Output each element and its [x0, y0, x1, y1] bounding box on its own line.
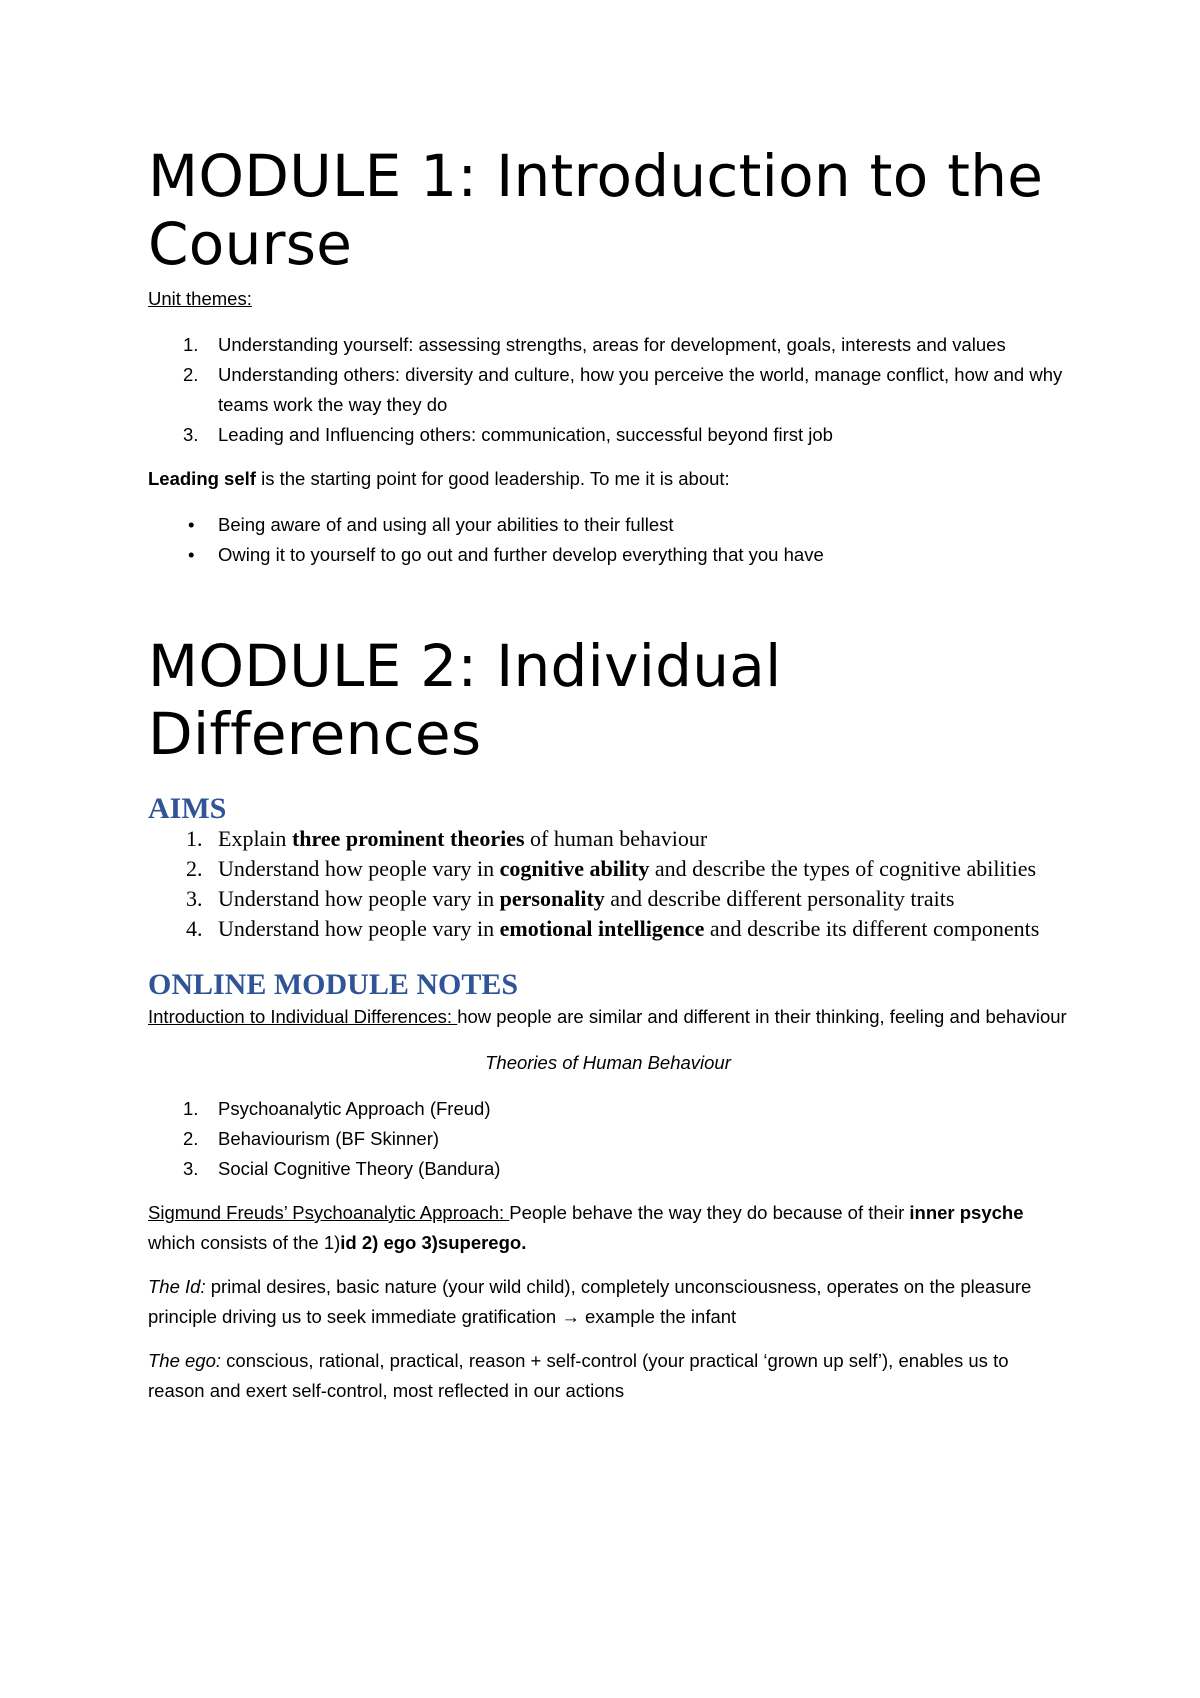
- module-2-title-line-1: MODULE 2: Individual: [148, 632, 782, 700]
- module-2-title-line-2: Differences: [148, 700, 482, 768]
- list-item: 3. Leading and Influencing others: communication, successful beyond first job: [183, 424, 833, 445]
- list-item: 3. Social Cognitive Theory (Bandura): [183, 1158, 501, 1179]
- list-item: 2. Behaviourism (BF Skinner): [183, 1128, 440, 1149]
- unit-themes-list: [148, 330, 1068, 450]
- list-item: 2. Understand how people vary in cognitive ability and describe the types of cognitive abilities: [186, 856, 1037, 881]
- module-2-title: [148, 632, 1068, 768]
- aims-heading: AIMS: [148, 792, 227, 825]
- list-item: 1. Understanding yourself: assessing strengths, areas for development, goals, interests and values: [183, 334, 1006, 355]
- list-item: • Owing it to yourself to go out and further develop everything that you have: [188, 544, 824, 565]
- list-item: 4. Understand how people vary in emotional intelligence and describe its different components: [186, 916, 1040, 941]
- id-paragraph: The Id: primal desires, basic nature (your wild child), completely unconsciousness, operates on the pleasure principle driving us to seek immediate gratification → example the infant: [148, 1276, 1032, 1327]
- online-module-notes-heading: ONLINE MODULE NOTES: [148, 968, 519, 1001]
- theories-list: [148, 1094, 1068, 1184]
- leading-self-bullets: [148, 510, 1068, 570]
- arrow-right-icon: →: [561, 1306, 580, 1327]
- ego-paragraph: The ego: conscious, rational, practical, reason + self-control (your practical ‘grown up self’), enables us to reason and exert self-control, most reflected in our actions: [148, 1350, 1009, 1401]
- list-item: 2. Understanding others: diversity and culture, how you perceive the world, manage conflict, how and why teams work the way they do: [183, 364, 1063, 415]
- theories-heading: Theories of Human Behaviour: [485, 1052, 731, 1073]
- list-item: 1. Psychoanalytic Approach (Freud): [183, 1098, 491, 1119]
- module-1-title-line-1: MODULE 1: Introduction to the: [148, 142, 1044, 210]
- document-content: [148, 142, 1068, 1406]
- leading-self-paragraph: Leading self is the starting point for good leadership. To me it is about:: [148, 468, 730, 489]
- module-1-title-line-2: Course: [148, 210, 353, 278]
- unit-themes-label: Unit themes:: [148, 288, 252, 309]
- list-item: 1. Explain three prominent theories of human behaviour: [186, 826, 708, 851]
- intro-individual-differences: Introduction to Individual Differences: how people are similar and different in their thinking, feeling and behaviour: [148, 1006, 1067, 1027]
- list-item: 3. Understand how people vary in personality and describe different personality traits: [186, 886, 955, 911]
- list-item: • Being aware of and using all your abilities to their fullest: [188, 514, 674, 535]
- aims-list: [148, 824, 1068, 944]
- module-1-title: [148, 142, 1068, 278]
- freud-paragraph: Sigmund Freuds’ Psychoanalytic Approach: People behave the way they do because of their inner psyche which consists of the 1)id 2) ego 3)superego.: [148, 1202, 1024, 1253]
